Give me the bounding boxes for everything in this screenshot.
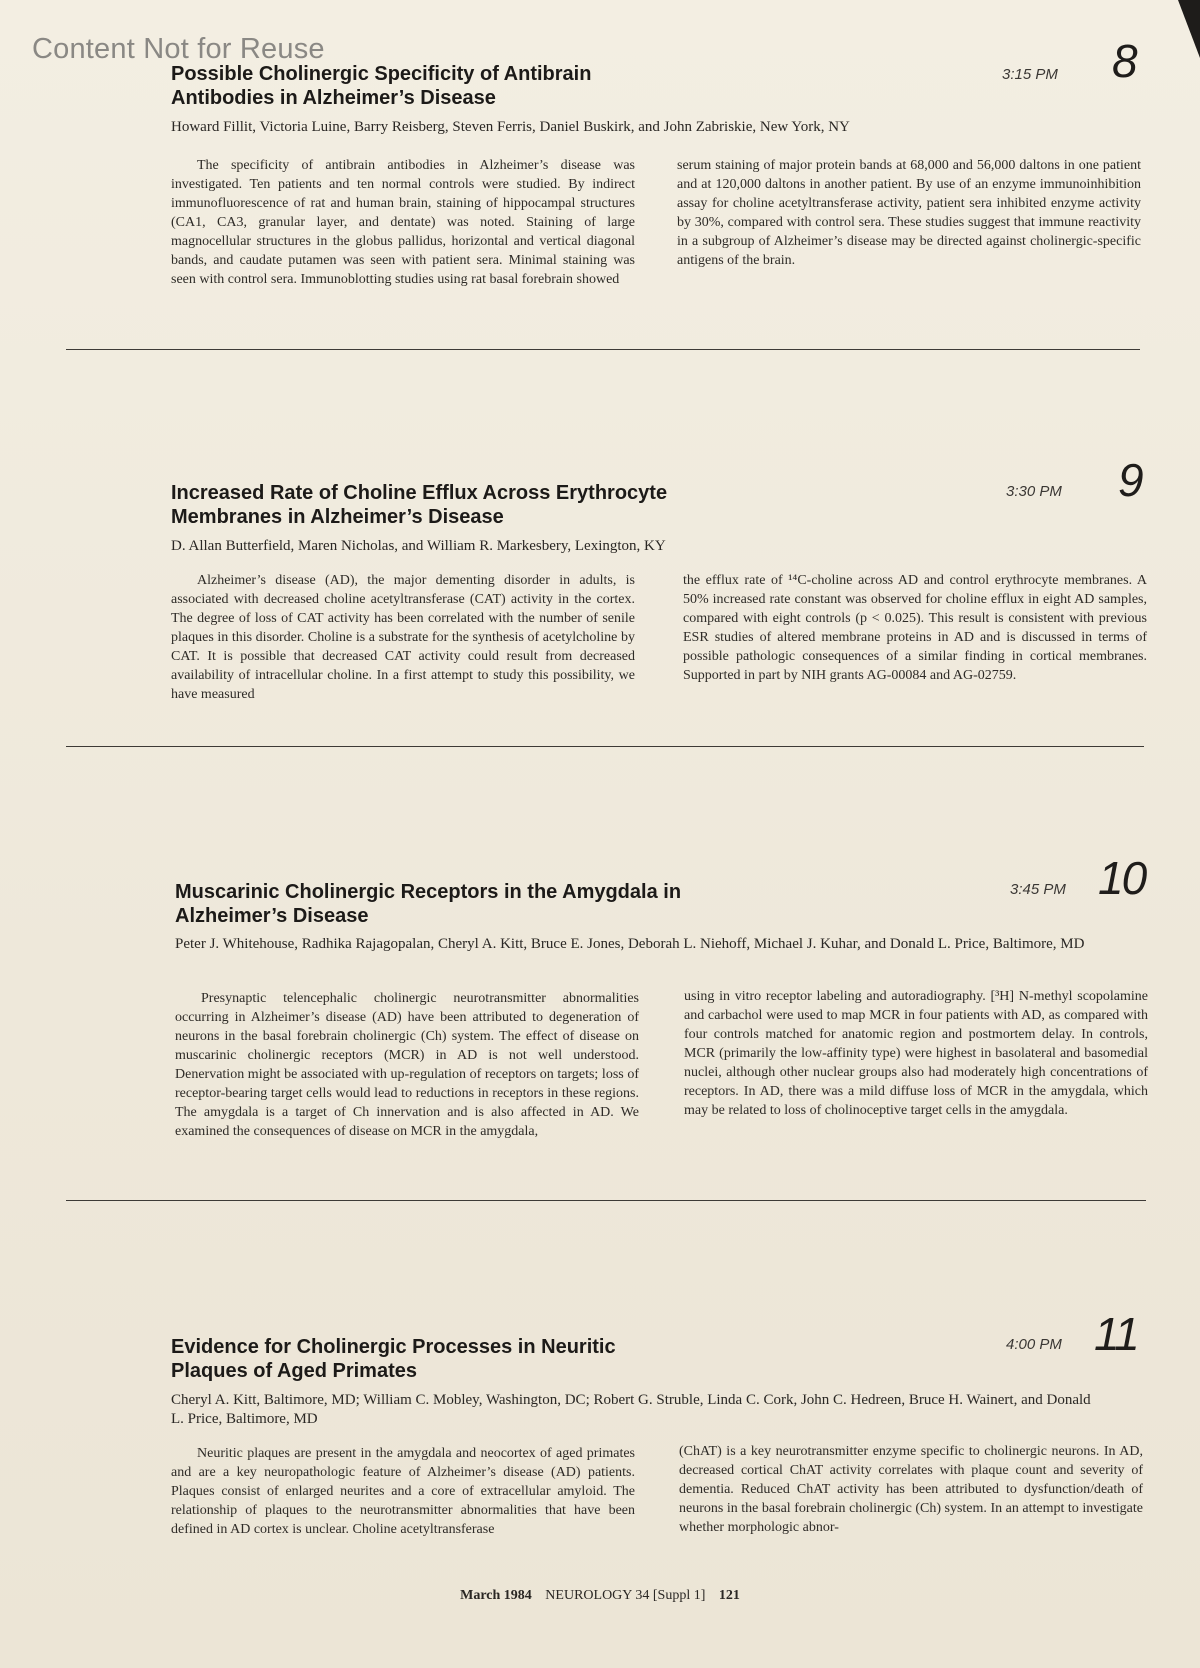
abstract-body-right: using in vitro receptor labeling and autoradiography. [³H] N-methyl scopolamine and carbachol were used to map MCR in four patients with AD, as compared with four controls matched for anatomic region and postmortem delay. In controls, MCR (primarily the low-affinity type) were highest in basolateral and basomedial nuclei, although other nuclear groups also had moderately high concentrations of receptors. In AD, there was a mild diffuse loss of MCR in the amygdala, which may be related to loss of cholinoceptive target cells in the amygdala. bbox=[684, 989, 1148, 1118]
abstract-authors: Peter J. Whitehouse, Radhika Rajagopalan, Cheryl A. Kitt, Bruce E. Jones, Deborah L. Niehoff, Michael J. Kuhar, and Donald L. Price, Baltimore, MD bbox=[175, 936, 1085, 952]
abstract-title: Evidence for Cholinergic Processes in Neuritic Plaques of Aged Primates bbox=[171, 1336, 616, 1382]
abstract-authors: Cheryl A. Kitt, Baltimore, MD; William C. Mobley, Washington, DC; Robert G. Struble, Linda C. Cork, John C. Hedreen, Bruce H. Wainert, and Donald L. Price, Baltimore, MD bbox=[171, 1392, 1091, 1427]
page-corner-shadow bbox=[1178, 0, 1200, 58]
abstract-authors: D. Allan Butterfield, Maren Nicholas, and William R. Markesbery, Lexington, KY bbox=[171, 538, 666, 554]
footer-journal: NEUROLOGY 34 [Suppl 1] bbox=[545, 1588, 706, 1603]
abstract-number: 10 bbox=[1098, 852, 1146, 904]
watermark: Content Not for Reuse bbox=[32, 33, 325, 65]
abstract-body-left: Neuritic plaques are present in the amygdala and neocortex of aged primates and are a key neuropathologic feature of Alzheimer’s disease (AD) patients. Plaques consist of enlarged neurites and a core of extracellular amyloid. The relationship of plaques to the neurotransmitter abnormalities that have been defined in AD cortex is unclear. Choline acetyltransferase bbox=[171, 1446, 635, 1537]
abstract-number: 11 bbox=[1094, 1308, 1138, 1360]
abstract-title: Increased Rate of Choline Efflux Across Erythrocyte Membranes in Alzheimer’s Disease bbox=[171, 482, 668, 528]
abstract-number: 8 bbox=[1112, 35, 1136, 87]
section-divider bbox=[66, 746, 1144, 747]
page-number: 121 bbox=[718, 1588, 740, 1603]
abstract-body-right: serum staining of major protein bands at 68,000 and 56,000 daltons in one patient and at 120,000 daltons in another patient. By use of an enzyme immunoinhibition assay for choline acetyltransferase activity, patient sera inhibited enzyme activity by 30%, compared with control sera. These studies suggest that immune reactivity in a subgroup of Alzheimer’s disease may be directed against cholinergic-specific antigens of the brain. bbox=[677, 158, 1141, 268]
footer-date: March 1984 bbox=[460, 1588, 532, 1603]
abstract-authors: Howard Fillit, Victoria Luine, Barry Reisberg, Steven Ferris, Daniel Buskirk, and John Zabriskie, New York, NY bbox=[171, 119, 850, 135]
section-divider bbox=[66, 1200, 1146, 1201]
abstract-number: 9 bbox=[1118, 454, 1142, 506]
session-time: 3:30 PM bbox=[1006, 483, 1062, 500]
abstract-body-right: the efflux rate of ¹⁴C-choline across AD and control erythrocyte membranes. A 50% increased rate constant was observed for choline efflux in eight AD samples, compared with eight controls (p < 0.025). This result is consistent with previous ESR studies of altered membrane proteins in AD and is discussed in terms of possible pathologic consequences of a similar finding in cortical membranes. Supported in part by NIH grants AG-00084 and AG-02759. bbox=[683, 573, 1147, 683]
session-time: 3:15 PM bbox=[1002, 66, 1058, 83]
page-footer bbox=[0, 1588, 1200, 1604]
abstract-title: Possible Cholinergic Specificity of Antibrain Antibodies in Alzheimer’s Disease bbox=[171, 63, 592, 109]
session-time: 3:45 PM bbox=[1010, 881, 1066, 898]
session-time: 4:00 PM bbox=[1006, 1336, 1062, 1353]
abstract-body-left: Presynaptic telencephalic cholinergic neurotransmitter abnormalities occurring in Alzheimer’s disease (AD) have been attributed to degeneration of neurons in the basal forebrain cholinergic (Ch) system. The effect of disease on muscarinic cholinergic receptors (MCR) in AD is not well understood. Denervation might be associated with up-regulation of receptors on targets; loss of receptor-bearing target cells would lead to reductions in receptors in these regions. The amygdala is a target of Ch innervation and is also affected in AD. We examined the consequences of disease on MCR in the amygdala, bbox=[175, 991, 639, 1139]
abstract-title: Muscarinic Cholinergic Receptors in the Amygdala in Alzheimer’s Disease bbox=[175, 881, 682, 927]
abstract-body-left: Alzheimer’s disease (AD), the major dementing disorder in adults, is associated with decreased choline acetyltransferase (CAT) activity in the cortex. The degree of loss of CAT activity has been correlated with the number of senile plaques in this disorder. Choline is a substrate for the synthesis of acetylcholine by CAT. It is possible that decreased CAT activity could result from decreased availability of intracellular choline. In a first attempt to study this possibility, we have measured bbox=[171, 573, 635, 702]
section-divider bbox=[66, 349, 1140, 350]
abstract-body-right: (ChAT) is a key neurotransmitter enzyme specific to cholinergic neurons. In AD, decreased cortical ChAT activity correlates with plaque count and severity of dementia. Reduced ChAT activity has been attributed to dysfunction/death of neurons in the basal forebrain cholinergic (Ch) system. In an attempt to investigate whether morphologic abnor- bbox=[679, 1444, 1143, 1535]
abstract-body-left: The specificity of antibrain antibodies in Alzheimer’s disease was investigated. Ten patients and ten normal controls were studied. By indirect immunofluorescence of rat and human brain, staining of hippocampal structures (CA1, CA3, granular layer, and dentate) was noted. Staining of large magnocellular structures in the globus pallidus, horizontal and vertical diagonal bands, and caudate putamen was seen with patient sera. Minimal staining was seen with control sera. Immunoblotting studies using rat basal forebrain showed bbox=[171, 158, 635, 287]
